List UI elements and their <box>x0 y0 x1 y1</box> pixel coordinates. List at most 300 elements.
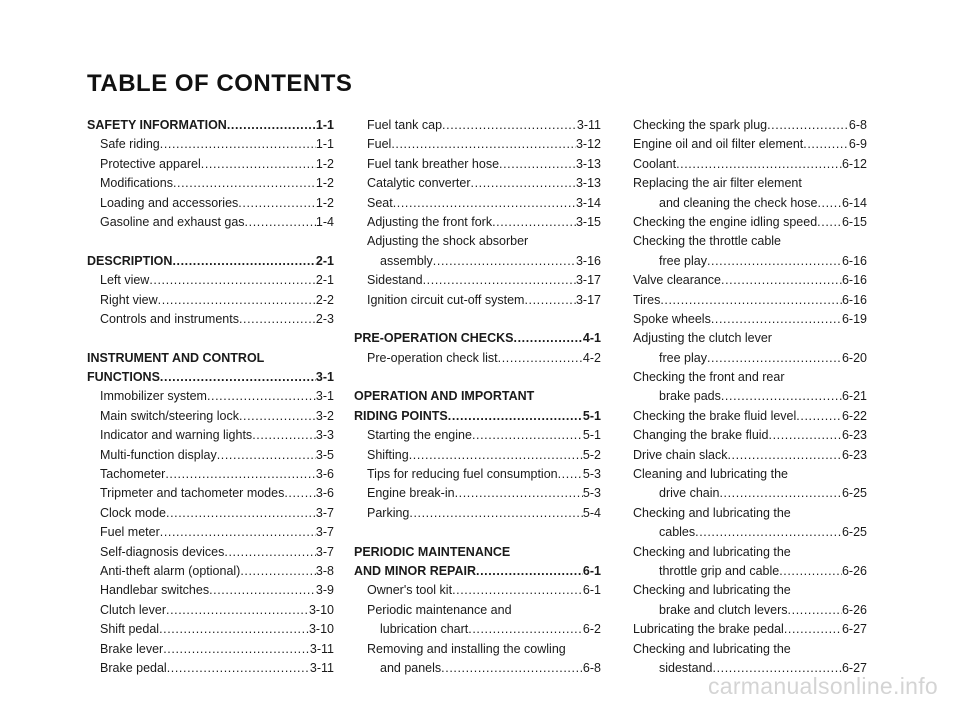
toc-page-number: 6-14 <box>841 195 867 210</box>
toc-entry-title: Checking the brake fluid level <box>633 408 797 423</box>
toc-page-number: 1-1 <box>315 118 334 132</box>
toc-page-number: 5-3 <box>582 486 601 501</box>
toc-page-number: 3-1 <box>315 370 334 385</box>
toc-dot-leader <box>676 155 842 174</box>
toc-column-3 <box>633 116 867 678</box>
toc-page-number: 6-23 <box>841 428 867 443</box>
toc-entry[interactable] <box>87 562 334 581</box>
toc-entry[interactable] <box>633 601 867 620</box>
toc-dot-leader <box>817 213 842 232</box>
toc-dot-leader <box>727 446 841 465</box>
toc-dot-leader <box>471 174 576 193</box>
toc-entry-title: Adjusting the shock absorber <box>367 234 529 249</box>
toc-entry[interactable] <box>354 601 601 620</box>
toc-entry[interactable] <box>633 174 867 193</box>
toc-entry-title: Removing and installing the cowling <box>367 641 566 656</box>
toc-dot-leader <box>660 291 842 310</box>
toc-dot-leader <box>423 271 576 290</box>
toc-entry-title: assembly <box>380 253 433 268</box>
toc-page-number: 6-27 <box>841 660 867 675</box>
toc-dot-leader <box>166 504 316 523</box>
toc-page-number: 3-12 <box>575 137 601 152</box>
toc-entry-title: Checking the front and rear <box>633 370 785 385</box>
toc-entry-title: Lubricating the brake pedal <box>633 622 784 637</box>
toc-entry[interactable] <box>87 620 334 639</box>
toc-page-number: 6-8 <box>848 118 867 132</box>
section-spacer <box>354 523 601 542</box>
toc-dot-leader <box>209 581 316 600</box>
toc-entry-title: Controls and instruments <box>100 311 239 326</box>
toc-page-number: 3-9 <box>315 583 334 598</box>
toc-entry-title: Tripmeter and tachometer modes <box>100 486 285 501</box>
toc-entry-title: Main switch/steering lock <box>100 408 239 423</box>
toc-dot-leader <box>769 426 842 445</box>
toc-entry[interactable] <box>354 426 601 445</box>
toc-entry-title: Adjusting the clutch lever <box>633 331 772 346</box>
toc-entry-title: Right view <box>100 292 158 307</box>
toc-entry-title: AND MINOR REPAIR <box>354 563 476 578</box>
toc-page-number: 2-3 <box>315 311 334 326</box>
toc-entry-title: Cleaning and lubricating the <box>633 467 788 482</box>
toc-entry[interactable] <box>633 252 867 271</box>
toc-entry[interactable] <box>354 504 601 523</box>
toc-entry[interactable] <box>633 349 867 368</box>
toc-entry[interactable] <box>354 213 601 232</box>
toc-entry-title: Catalytic converter <box>367 176 471 191</box>
toc-entry[interactable] <box>633 484 867 503</box>
toc-entry[interactable] <box>633 426 867 445</box>
toc-page-number: 1-1 <box>315 137 334 152</box>
toc-entry-title: Checking and lubricating the <box>633 641 791 656</box>
toc-page-number: 3-6 <box>315 467 334 482</box>
toc-dot-leader <box>803 135 849 154</box>
toc-dot-leader <box>779 562 842 581</box>
toc-entry-title: Fuel <box>367 137 392 152</box>
toc-entry-title: Parking <box>367 505 410 520</box>
toc-dot-leader <box>695 523 842 542</box>
toc-entry[interactable] <box>354 349 601 368</box>
toc-entry[interactable] <box>354 640 601 659</box>
toc-entry-title: Immobilizer system <box>100 389 207 404</box>
toc-page-number: 2-1 <box>315 273 334 288</box>
toc-section-heading[interactable] <box>87 368 334 387</box>
toc-entry-title: FUNCTIONS <box>87 370 160 385</box>
toc-entry-title: Pre-operation check list <box>367 350 498 365</box>
toc-entry[interactable] <box>633 213 867 232</box>
toc-entry[interactable] <box>354 659 601 678</box>
toc-entry[interactable] <box>354 291 601 310</box>
toc-entry[interactable] <box>633 387 867 406</box>
toc-page-number: 6-12 <box>841 156 867 171</box>
toc-entry-title: Coolant <box>633 156 677 171</box>
section-spacer <box>354 368 601 387</box>
toc-entry-title: Checking the engine idling speed <box>633 214 818 229</box>
toc-dot-leader <box>252 426 316 445</box>
toc-entry[interactable] <box>87 543 334 562</box>
toc-entry[interactable] <box>354 194 601 213</box>
toc-dot-leader <box>240 562 316 581</box>
toc-dot-leader <box>707 349 842 368</box>
toc-entry[interactable] <box>354 135 601 154</box>
section-spacer <box>354 310 601 329</box>
toc-entry[interactable] <box>87 213 334 232</box>
toc-entry-title: Checking the spark plug <box>633 118 768 132</box>
toc-entry-title: SAFETY INFORMATION <box>87 118 227 132</box>
toc-entry-title: PRE-OPERATION CHECKS <box>354 331 514 346</box>
toc-page-number: 5-1 <box>582 408 601 423</box>
toc-entry-title: Seat <box>367 195 393 210</box>
toc-dot-leader <box>409 446 583 465</box>
toc-entry-title: and panels <box>380 660 442 675</box>
toc-column-1 <box>87 116 334 678</box>
toc-dot-leader <box>788 601 842 620</box>
toc-entry-title: Handlebar switches <box>100 583 210 598</box>
toc-page-number: 3-11 <box>576 118 601 132</box>
toc-dot-leader <box>817 194 842 213</box>
toc-page-number: 3-5 <box>315 447 334 462</box>
toc-entry[interactable] <box>633 329 867 348</box>
toc-page-number: 6-16 <box>841 292 867 307</box>
toc-page-number: 2-2 <box>315 292 334 307</box>
toc-entry-title: Fuel tank breather hose <box>367 156 500 171</box>
toc-dot-leader <box>796 407 842 426</box>
toc-entry[interactable] <box>633 155 867 174</box>
toc-entry[interactable] <box>633 620 867 639</box>
toc-dot-leader <box>284 484 316 503</box>
toc-entry[interactable] <box>87 174 334 193</box>
toc-page-number: 6-1 <box>582 563 601 578</box>
toc-page-number: 3-10 <box>308 622 334 637</box>
toc-dot-leader <box>201 155 316 174</box>
toc-section-heading[interactable] <box>354 329 601 348</box>
toc-entry[interactable] <box>633 310 867 329</box>
toc-dot-leader <box>158 291 316 310</box>
toc-dot-leader <box>721 387 842 406</box>
toc-entry[interactable] <box>354 271 601 290</box>
toc-dot-leader <box>160 368 316 387</box>
toc-page-number: 5-4 <box>582 505 601 520</box>
toc-entry-title: Spoke wheels <box>633 311 711 326</box>
toc-page-number: 1-4 <box>315 214 334 229</box>
toc-entry-title: brake pads <box>659 389 721 404</box>
toc-entry-title: Indicator and warning lights <box>100 428 253 443</box>
toc-entry[interactable] <box>87 426 334 445</box>
toc-entry-title: Brake lever <box>100 641 164 656</box>
toc-page-number: 6-8 <box>582 660 601 675</box>
toc-entry-title: Clock mode <box>100 505 166 520</box>
toc-entry-title: Adjusting the front fork <box>367 214 493 229</box>
toc-entry[interactable] <box>87 504 334 523</box>
toc-entry-title: Anti-theft alarm (optional) <box>100 563 241 578</box>
toc-entry[interactable] <box>87 446 334 465</box>
toc-entry-title: PERIODIC MAINTENANCE <box>354 544 511 559</box>
toc-page-number: 6-9 <box>848 137 867 152</box>
toc-entry[interactable] <box>633 232 867 251</box>
toc-dot-leader <box>227 116 316 135</box>
toc-entry[interactable] <box>354 484 601 503</box>
toc-dot-leader <box>393 194 576 213</box>
toc-entry[interactable] <box>633 407 867 426</box>
toc-entry[interactable] <box>633 562 867 581</box>
toc-page-number: 6-2 <box>582 622 601 637</box>
toc-page-number: 6-19 <box>841 311 867 326</box>
watermark: carmanualsonline.info <box>707 673 938 699</box>
toc-page-number: 1-2 <box>315 156 334 171</box>
toc-entry-title: Fuel meter <box>100 525 160 540</box>
toc-entry[interactable] <box>633 271 867 290</box>
toc-entry-title: Tachometer <box>100 467 166 482</box>
toc-page-number: 1-2 <box>315 176 334 191</box>
toc-dot-leader <box>472 426 583 445</box>
toc-page-number: 4-1 <box>582 331 601 346</box>
toc-page-number: 3-16 <box>575 253 601 268</box>
toc-entry[interactable] <box>633 194 867 213</box>
toc-entry-title: throttle grip and cable <box>659 563 780 578</box>
toc-entry[interactable] <box>354 581 601 600</box>
toc-section-heading[interactable] <box>354 387 601 406</box>
toc-page-number: 3-13 <box>575 176 601 191</box>
toc-entry[interactable] <box>354 620 601 639</box>
toc-dot-leader <box>224 543 316 562</box>
toc-entry[interactable] <box>354 116 601 135</box>
toc-entry[interactable] <box>354 446 601 465</box>
toc-dot-leader <box>441 659 583 678</box>
toc-entry[interactable] <box>87 523 334 542</box>
toc-section-heading[interactable] <box>87 116 334 135</box>
toc-page-number: 3-7 <box>315 505 334 520</box>
toc-entry-title: Engine oil and oil filter element <box>633 137 804 152</box>
toc-page-number: 3-2 <box>315 408 334 423</box>
toc-entry[interactable] <box>87 484 334 503</box>
toc-entry-title: Clutch lever <box>100 602 166 617</box>
toc-entry[interactable] <box>87 581 334 600</box>
toc-entry[interactable] <box>633 291 867 310</box>
toc-page-number: 6-22 <box>841 408 867 423</box>
toc-entry-title: Valve clearance <box>633 273 722 288</box>
section-spacer <box>87 329 334 348</box>
toc-entry-title: Modifications <box>100 176 173 191</box>
toc-dot-leader <box>721 271 842 290</box>
toc-entry-title: free play <box>659 253 707 268</box>
toc-entry-title: Owner's tool kit <box>367 583 453 598</box>
toc-page-number: 6-26 <box>841 563 867 578</box>
toc-page-number: 1-2 <box>315 195 334 210</box>
toc-entry[interactable] <box>354 465 601 484</box>
toc-entry-title: Self-diagnosis devices <box>100 544 225 559</box>
toc-page-number: 6-16 <box>841 253 867 268</box>
toc-entry-title: brake and clutch levers <box>659 602 788 617</box>
toc-page-number: 3-15 <box>575 214 601 229</box>
toc-entry[interactable] <box>87 640 334 659</box>
toc-entry[interactable] <box>633 523 867 542</box>
toc-dot-leader <box>492 213 576 232</box>
toc-dot-leader <box>217 446 316 465</box>
toc-section-heading[interactable] <box>354 407 601 426</box>
toc-section-heading[interactable] <box>354 562 601 581</box>
toc-dot-leader <box>767 116 849 135</box>
toc-entry-title: Shifting <box>367 447 409 462</box>
toc-entry-title: Changing the brake fluid <box>633 428 769 443</box>
toc-dot-leader <box>167 659 310 678</box>
toc-entry[interactable] <box>87 601 334 620</box>
toc-entry-title: Brake pedal <box>100 660 167 675</box>
toc-page-number: 6-25 <box>841 525 867 540</box>
toc-entry[interactable] <box>354 174 601 193</box>
toc-entry[interactable] <box>87 291 334 310</box>
toc-dot-leader <box>163 640 310 659</box>
toc-dot-leader <box>149 271 316 290</box>
toc-dot-leader <box>165 465 316 484</box>
toc-dot-leader <box>524 291 576 310</box>
toc-entry[interactable] <box>87 155 334 174</box>
toc-page-number: 3-17 <box>575 273 601 288</box>
toc-entry[interactable] <box>87 659 334 678</box>
toc-dot-leader <box>499 155 576 174</box>
toc-entry[interactable] <box>87 271 334 290</box>
toc-entry-title: Safe riding <box>100 137 160 152</box>
toc-page-number: 6-25 <box>841 486 867 501</box>
toc-page-number: 5-1 <box>582 428 601 443</box>
toc-page-number: 3-1 <box>315 389 334 404</box>
toc-dot-leader <box>452 581 583 600</box>
toc-dot-leader <box>239 310 316 329</box>
toc-entry-title: DESCRIPTION <box>87 253 173 268</box>
toc-dot-leader <box>160 523 316 542</box>
toc-page-number: 6-21 <box>841 389 867 404</box>
toc-entry-title: Checking and lubricating the <box>633 505 791 520</box>
toc-entry[interactable] <box>354 252 601 271</box>
toc-page-number: 5-2 <box>582 447 601 462</box>
toc-dot-leader <box>784 620 842 639</box>
toc-entry[interactable] <box>87 194 334 213</box>
toc-section-heading[interactable] <box>87 349 334 368</box>
toc-entry-title: Left view <box>100 273 150 288</box>
toc-entry[interactable] <box>633 446 867 465</box>
toc-dot-leader <box>160 135 316 154</box>
toc-entry-title: free play <box>659 350 707 365</box>
toc-entry-title: Replacing the air filter element <box>633 176 802 191</box>
toc-entry[interactable] <box>633 465 867 484</box>
toc-dot-leader <box>455 484 583 503</box>
toc-entry-title: Gasoline and exhaust gas <box>100 214 245 229</box>
toc-dot-leader <box>173 174 316 193</box>
toc-entry-title: OPERATION AND IMPORTANT <box>354 389 535 404</box>
toc-dot-leader <box>514 329 583 348</box>
toc-page-number: 6-20 <box>841 350 867 365</box>
toc-column-2 <box>354 116 601 678</box>
toc-section-heading[interactable] <box>354 543 601 562</box>
toc-page-number: 6-23 <box>841 447 867 462</box>
toc-dot-leader <box>558 465 583 484</box>
toc-entry[interactable] <box>87 387 334 406</box>
toc-entry-title: Starting the engine <box>367 428 472 443</box>
toc-entry[interactable] <box>633 581 867 600</box>
toc-page-number: 3-7 <box>315 544 334 559</box>
toc-page-number: 6-26 <box>841 602 867 617</box>
toc-entry-title: RIDING POINTS <box>354 408 448 423</box>
toc-entry-title: Shift pedal <box>100 622 160 637</box>
page-title: TABLE OF CONTENTS <box>87 70 353 97</box>
toc-entry[interactable] <box>633 504 867 523</box>
toc-entry[interactable] <box>633 135 867 154</box>
toc-entry-title: Checking and lubricating the <box>633 583 791 598</box>
toc-entry-title: cables <box>659 525 696 540</box>
toc-page-number: 5-3 <box>582 467 601 482</box>
toc-entry-title: Periodic maintenance and <box>367 602 512 617</box>
toc-dot-leader <box>207 387 316 406</box>
toc-entry[interactable] <box>87 465 334 484</box>
toc-dot-leader <box>166 601 309 620</box>
toc-entry-title: Sidestand <box>367 273 423 288</box>
toc-dot-leader <box>245 213 316 232</box>
section-spacer <box>87 232 334 251</box>
toc-entry-title: Checking the throttle cable <box>633 234 782 249</box>
toc-page-number: 3-11 <box>309 641 334 656</box>
toc-entry[interactable] <box>354 232 601 251</box>
toc-page-number: 6-16 <box>841 273 867 288</box>
toc-entry-title: lubrication chart <box>380 622 469 637</box>
toc-entry-title: INSTRUMENT AND CONTROL <box>87 350 265 365</box>
toc-entry[interactable] <box>633 116 867 135</box>
toc-dot-leader <box>391 135 576 154</box>
toc-page-number: 3-3 <box>315 428 334 443</box>
toc-page-number: 3-7 <box>315 525 334 540</box>
toc-page-number: 6-27 <box>841 622 867 637</box>
toc-page-number: 3-6 <box>315 486 334 501</box>
toc-entry[interactable] <box>87 407 334 426</box>
toc-dot-leader <box>238 194 316 213</box>
toc-dot-leader <box>711 310 842 329</box>
toc-page-number: 3-10 <box>308 602 334 617</box>
toc-page-number: 3-8 <box>315 563 334 578</box>
toc-entry-title: drive chain <box>659 486 720 501</box>
toc-entry[interactable] <box>87 310 334 329</box>
toc-entry[interactable] <box>633 640 867 659</box>
toc-page-number: 4-2 <box>582 350 601 365</box>
toc-entry-title: Checking and lubricating the <box>633 544 791 559</box>
toc-page-number: 2-1 <box>315 253 334 268</box>
toc-entry-title: Tips for reducing fuel consumption <box>367 467 558 482</box>
toc-page-number: 3-11 <box>309 660 334 675</box>
toc-entry-title: Tires <box>633 292 661 307</box>
toc-entry[interactable] <box>633 368 867 387</box>
toc-dot-leader <box>159 620 309 639</box>
toc-dot-leader <box>172 252 315 271</box>
toc-section-heading[interactable] <box>87 252 334 271</box>
toc-entry-title: Multi-function display <box>100 447 217 462</box>
toc-entry-title: sidestand <box>659 660 713 675</box>
toc-entry[interactable] <box>87 135 334 154</box>
toc-dot-leader <box>476 562 583 581</box>
toc-entry[interactable] <box>354 155 601 174</box>
toc-dot-leader <box>442 116 577 135</box>
toc-entry-title: Loading and accessories <box>100 195 239 210</box>
toc-entry-title: Drive chain slack <box>633 447 728 462</box>
toc-page-number: 3-17 <box>575 292 601 307</box>
toc-entry[interactable] <box>633 543 867 562</box>
toc-entry-title: Protective apparel <box>100 156 201 171</box>
toc-dot-leader <box>719 484 842 503</box>
toc-dot-leader <box>468 620 583 639</box>
toc-dot-leader <box>433 252 576 271</box>
toc-page-number: 6-1 <box>582 583 601 598</box>
toc-page-number: 3-13 <box>575 156 601 171</box>
toc-entry-title: Ignition circuit cut-off system <box>367 292 525 307</box>
toc-dot-leader <box>448 407 583 426</box>
toc-entry-title: and cleaning the check hose <box>659 195 818 210</box>
toc-entry-title: Fuel tank cap <box>367 118 443 132</box>
toc-dot-leader <box>707 252 842 271</box>
